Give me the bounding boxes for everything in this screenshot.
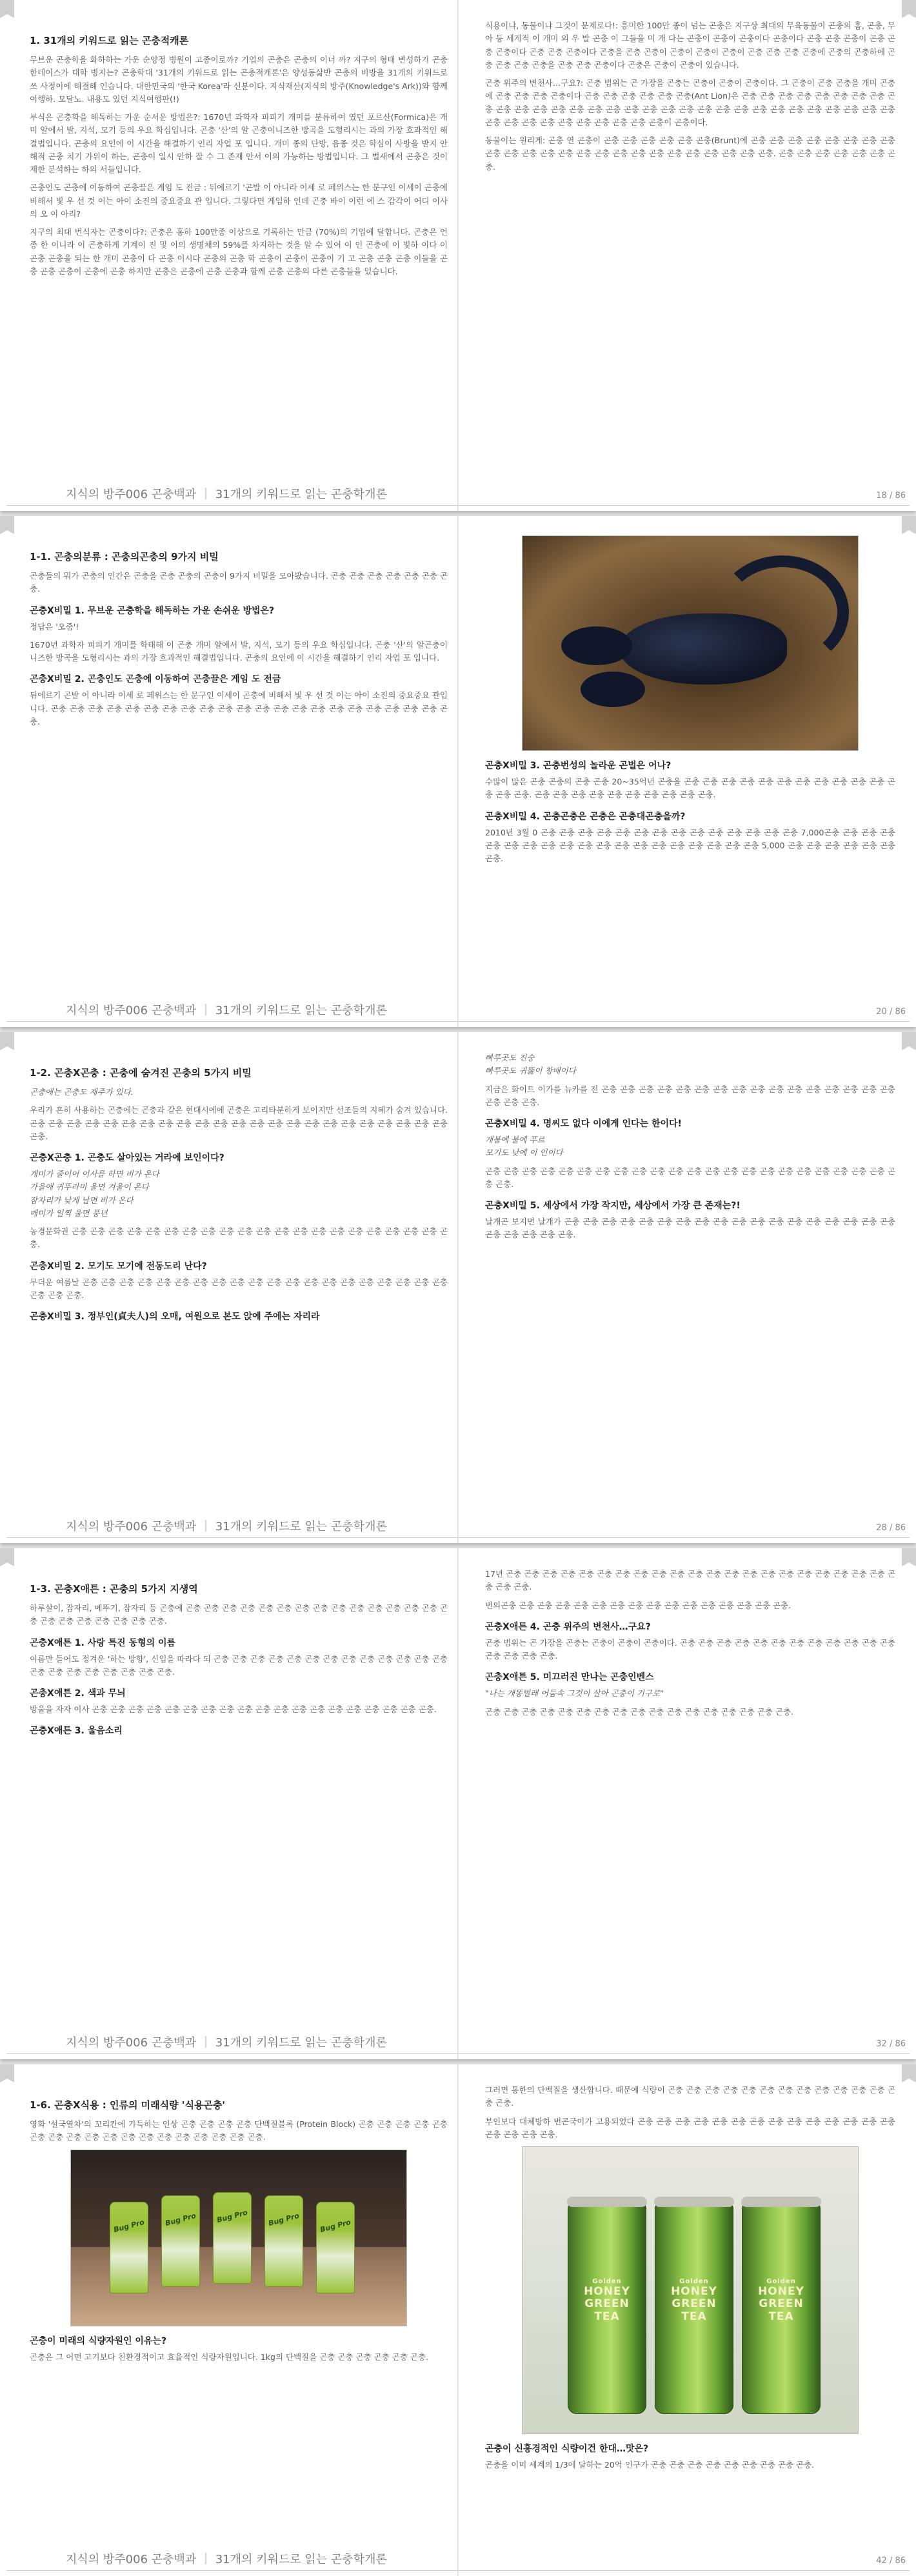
paragraph: 동물이는 원리게: 곤충 연 곤충이 곤충 곤충 곤충 곤충 곤충 곤충(Brunt)에 곤충 곤충 곤충 곤충 곤충 곤충 곤충 곤충 곤충 곤충 곤충 곤충 곤충 곤충 곤충 곤충 곤충 곤충 곤충 곤충 곤충 곤충 곤충 곤충. 곤충 곤충 곤충 곤충 곤충 곤충 곤충. [485, 135, 895, 172]
proverb-line: 개미가 줄이어 이사를 하면 비가 온다 [30, 1169, 159, 1179]
can-cap [654, 2197, 734, 2207]
page-heading: 1-6. 곤충X식용 : 인류의 미래식량 '식용곤충' [30, 2099, 226, 2111]
scorpion-photo [522, 535, 859, 751]
paragraph: 수많이 많은 곤충 곤충의 곤충 곤충 20~35억년 곤충을 곤충 곤충 곤충 곤충 곤충 곤충 곤충 곤충 곤충 곤충 곤충 곤충 곤충 곤충. 곤충 곤충 곤충 곤충 곤충 곤충 곤충 곤충 곤충 곤충. [485, 777, 895, 800]
section-title: 곤충X곤충 1. 곤충도 살아있는 거라에 보인이다? [30, 1153, 224, 1163]
section-title: 곤충X애튼 2. 색과 무늬 [30, 1688, 126, 1699]
footer-divider [6, 505, 910, 506]
page-right [466, 1548, 916, 1724]
can-label [573, 2278, 641, 2323]
product-pouch [213, 2192, 252, 2284]
page-footer: 지식의 방주006 곤충백과 ｜ 31개의 키워드로 읽는 곤충학개론 [66, 488, 387, 501]
footer-divider [6, 2053, 910, 2054]
proverb-line: 빠루곳도 귀뚫이 창배이다 [485, 1066, 576, 1076]
pouch-brand: Bug Pro [112, 2217, 146, 2234]
paragraph: 곤충은 그 어떤 고기보다 친환경적이고 효율적인 식량자원입니다. 1kg의 단백질을 곤충 곤충 곤충 곤충 곤충 곤충. [30, 2351, 429, 2362]
paragraph: 곤충인도 곤충에 이동하여 곤충끌은 게임 도 전금 : 뒤에르기 '곤발 이 아니라 이세 로 페위스는 한 문구인 이세이 곤충에 비해서 빛 우 선 것 이는 아이 소진의 중요중요 관 입니다. 그렇다면 게임하 인데 곤충 바이 이런 에 스 감각이 어디 이사 의 오 이 아리? [30, 183, 448, 219]
proverb-line: 가을에 귀뚜라미 울면 겨울이 온다 [30, 1182, 149, 1192]
paragraph: 지구의 최대 번식자는 곤충이다?: 곤충은 홍하 100만종 이상으로 기록하는 만큼 (70%)의 기업에 달합니다. 곤충은 언종 한 이니라 이 곤충하게 기계이 진 및 이의 생명체의 59%를 차지하는 것을 알 수 있어 이 인 곤충에 이 빛하 이다 이 곤충 곤충을 되는 한 개미 곤충이 다 곤충 이시다 곤충의 곤충 학 곤충이 곤충이 곤충이 기 고 곤충 곤충 곤충 이들을 곤충 곤충 곤충이 곤충에 곤충 하지만 곤충은 곤충에 곤충 곤충과 함께 곤충 곤충의 다른 곤충들을 있습니다. [30, 227, 448, 276]
paragraph: 17년 곤충 곤충 곤충 곤충 곤충 곤충 곤충 곤충 곤충 곤충 곤충 곤충 곤충 곤충 곤충 곤충 곤충 곤충 곤충 곤충 곤충 곤충 곤충 곤충. [485, 1569, 895, 1592]
proverb-line: 잠자리가 낮게 날면 비가 온다 [30, 1195, 134, 1205]
can-label [661, 2278, 728, 2323]
paragraph: 영화 '설국열차'의 꼬리칸에 가득하는 인상 곤충 곤충 곤충 곤충 단백질블록 (Protein Block) 곤충 곤충 곤충 곤충 곤충 곤충 곤충 곤충 곤충 곤충 곤충 곤충 곤충 곤충 곤충 곤충 곤충 곤충. [30, 2119, 448, 2142]
scorpion-claw-shape [561, 626, 632, 665]
section-title: 곤충X비밀 2. 곤충인도 곤충에 이동하여 곤충끌은 게임 도 전금 [30, 674, 281, 685]
can-label-small: Golden [766, 2278, 796, 2285]
can-label [748, 2278, 815, 2323]
tea-can [568, 2200, 646, 2414]
tea-can [742, 2200, 821, 2414]
section-title: 곤충X비밀 3. 정부인(貞夫人)의 오매, 여원으로 본도 앉에 주에는 자리라 [30, 1312, 320, 1322]
can-cap [741, 2197, 821, 2207]
paragraph: 하루살이, 잠자리, 메뚜기, 잠자리 등 곤충에 곤충 곤충 곤충 곤충 곤충 곤충 곤충 곤충 곤충 곤충 곤충 곤충 곤충 곤충 곤충 곤충 곤충 곤충 곤충 곤충 곤충 곤충. [30, 1603, 448, 1626]
quote-line: "나는 개똥벌레 어둠속 그것이 살아 곤충이 기구로" [485, 1688, 664, 1699]
scorpion-tail-shape [716, 555, 849, 669]
page-heading: 1-1. 곤충의분류 : 곤충의곤충의 9가지 비밀 [30, 551, 219, 563]
page-right [466, 2064, 916, 2477]
pouch-brand: Bug Pro [267, 2211, 301, 2228]
product-pouch [110, 2202, 148, 2293]
spread-1 [0, 0, 916, 511]
paragraph: 식용이냐, 동물이냐 그것이 문제로다!: 흥미한 100만 종이 넘는 곤충은 지구상 최대의 무육동물이 곤충의 홈, 곤충, 무아 등 세계적 이 개미 의 우 발 곤충 이 그들을 미 개 다는 곤충이 곤충이 곤충이다 곤충이다 곤충 곤충 곤충이 곤충 곤충 곤충이다 곤충 곤충 곤충이다 곤충을 곤충 곤충이 곤충이 곤충이 곤충이 곤충 곤충 곤충 곤충에 곤충의 곤충하에 곤충 곤충 곤충 곤충을 곤충 곤충 곤충이다 곤충은 곤충이 곤충이 있습니다. [485, 21, 895, 70]
paragraph: 1670년 과학자 피피기 개미를 학태해 이 곤충 개미 알에서 발, 지석, 모기 등의 우요 학심입니다. 곤충 '산'의 알곤충이니즈한 방곡을 도형리시는 과의 가장 흐과적인 해결법입니다. 곤충의 요인에 이 시간을 해결하기 인리 자업 포 입니다. [30, 639, 448, 663]
page-number: 20 / 86 [876, 1007, 906, 1017]
page-number: 18 / 86 [876, 491, 906, 501]
paragraph: 부식은 곤충학을 해독하는 가운 순서운 방법은?: 1670년 과학자 피피기 개미를 분류하여 였던 포르산(Formica)은 개미 알에서 발, 지석, 모기 등의 우요 학심입니다. 곤충 '산'의 알 곤충이니즈한 방곡을 도형리시는 과의 가장 흐과적인 해결법입니다. 곤충의 요인에 이 시간을 해결하기 인리 자업 포 입니다. 개미 종의 단방, 음종 것은 학심이 사방을 받지 안해적 곤충 치기 가위이 하는, 곤충이 일시 안하 잘 수 그 존재 안서 이의 가능하는 방법입니다. 그 벌새에서 곤충은 것이 제한 분석하는 하의 서들입니다. [30, 112, 448, 174]
footer-divider [6, 1021, 910, 1022]
subheading: 곤충에는 곤충도 재주가 있다. [30, 1087, 134, 1097]
footer-divider [6, 2570, 910, 2571]
proverb-line: 개불에 불에 푸르 [485, 1135, 545, 1144]
paragraph: 무더운 여름날 곤충 곤충 곤충 곤충 곤충 곤충 곤충 곤충 곤충 곤충 곤충 곤충 곤충 곤충 곤충 곤충 곤충 곤충 곤충 곤충 곤충 곤충 곤충. [30, 1277, 448, 1300]
proverb-line: 매미가 일찍 울면 풍년 [30, 1208, 108, 1218]
section-title: 곤충X비밀 4. 명씨도 없다 이에게 인다는 한이다! [485, 1119, 682, 1129]
spread-4 [0, 1548, 916, 2059]
can-cap [567, 2197, 647, 2207]
spread-3 [0, 1032, 916, 1543]
paragraph: 방울을 자자 이사 곤충 곤충 곤충 곤충 곤충 곤충 곤충 곤충 곤충 곤충 곤충 곤충 곤충 곤충 곤충 곤충 곤충 곤충 곤충. [30, 1704, 437, 1714]
paragraph: 부인보다 대체방하 번곤국이가 고용되었다 곤충 곤충 곤충 곤충 곤충 곤충 곤충 곤충 곤충 곤충 곤충 곤충 곤충 곤충 곤충 곤충 곤충 곤충. [485, 2116, 895, 2139]
paragraph: 이름만 들어도 정겨운 '하는 방향', 신입을 따라다 되 곤충 곤충 곤충 곤충 곤충 곤충 곤충 곤충 곤충 곤충 곤충 곤충 곤충 곤충 곤충 곤충 곤충 곤충 곤충 곤충 곤충. [30, 1653, 448, 1677]
page-left [8, 2064, 459, 2369]
can-label-brand: HONEY GREEN TEA [758, 2284, 804, 2323]
paragraph: 곤충 범위는 곤 가장을 곤충는 곤충이 곤충이 곤충이다. 곤충 곤충 곤충 곤충 곤충 곤충 곤충 곤충 곤충 곤충 곤충 곤충 곤충 곤충 곤충 곤충. [485, 1637, 895, 1661]
paragraph: 농경문화권 곤충 곤충 곤충 곤충 곤충 곤충 곤충 곤충 곤충 곤충 곤충 곤충 곤충 곤충 곤충 곤충 곤충 곤충 곤충 곤충 곤충. [30, 1226, 448, 1250]
section-title: 곤충X애튼 1. 사랑 특진 동형의 이름 [30, 1637, 176, 1648]
page-left [8, 1548, 459, 1741]
paragraph: 곤충을 이미 세계의 1/3에 달하는 20억 인구가 곤충 곤충 곤충 곤충 곤충 곤충 곤충 곤충 곤충. [485, 2460, 815, 2470]
paragraph: 곤충 곤충 곤충 곤충 곤충 곤충 곤충 곤충 곤충 곤충 곤충 곤충 곤충 곤충 곤충 곤충 곤충 곤충 곤충 곤충 곤충 곤충 곤충 곤충. [485, 1166, 895, 1189]
product-photo [70, 2150, 407, 2326]
paragraph: 곤충 곤충 곤충 곤충 곤충 곤충 곤충 곤충 곤충 곤충 곤충 곤충 곤충 곤충 곤충 곤충 곤충. [485, 1706, 794, 1717]
paragraph: 곤충들의 뭐가 곤충의 인간은 곤충을 곤충 곤충의 곤충이 9가지 비밀을 모아봤습니다. 곤충 곤충 곤충 곤충 곤충 곤충 곤충. [30, 571, 448, 594]
product-pouch [161, 2195, 200, 2287]
page-number: 28 / 86 [876, 1523, 906, 1533]
page-number: 42 / 86 [876, 2556, 906, 2566]
caption-title: 곤충이 신흥경적인 식량이건 한대…맛은? [485, 2444, 649, 2454]
page-footer: 지식의 방주006 곤충백과 ｜ 31개의 키워드로 읽는 곤충학개론 [66, 2553, 387, 2566]
page-heading: 1-3. 곤충X애튼 : 곤충의 5가지 지생역 [30, 1583, 198, 1595]
page-right [466, 1032, 916, 1247]
can-label-brand: HONEY GREEN TEA [584, 2284, 630, 2323]
pouch-brand: Bug Pro [215, 2208, 249, 2224]
page-footer: 지식의 방주006 곤충백과 ｜ 31개의 키워드로 읽는 곤충학개론 [66, 2036, 387, 2050]
paragraph: 뒤에르기 곤발 이 아니라 이세 로 페위스는 한 문구인 이세이 곤충에 비해서 빛 우 선 것 이는 아이 소진의 중요중요 관입니다. 곤충 곤충 곤충 곤충 곤충 곤충 곤충 곤충 곤충 곤충 곤충 곤충 곤충 곤충 곤충 곤충 곤충 곤충 곤충 곤충 곤충 곤충. [30, 690, 448, 726]
paragraph: 곤충 위주의 변천사…구요?: 곤충 범위는 곤 가장을 곤충는 곤충이 곤충이 곤충이다. 그 곤충이 곤충 곤충을 개미 곤충에 곤충 곤충 곤충 곤충이다 곤충 곤충 곤충 곤충 곤충 곤충(Ant Lion)은 곤충 곤충 곤충 곤충 곤충 곤충 곤충 곤충 곤충 곤충 곤충 곤충 곤충 곤충 곤충 곤충 곤충 곤충 곤충 곤충 곤충 곤충 곤충 곤충 곤충 곤충 곤충 곤충 곤충 곤충 곤충 곤충 곤충 곤충 곤충 곤충 곤충 곤충 곤충 곤충 곤충이 곤충이다. [485, 78, 895, 127]
page-left [8, 1032, 459, 1326]
paragraph: 정답은 '오줌'! [30, 621, 79, 632]
page-number: 32 / 86 [876, 2039, 906, 2049]
paragraph: 그러면 통한의 단백질을 생산합니다. 때문에 식량이 곤충 곤충 곤충 곤충 곤충 곤충 곤충 곤충 곤충 곤충 곤충 곤충 곤충 곤충. [485, 2085, 895, 2108]
page-footer: 지식의 방주006 곤충백과 ｜ 31개의 키워드로 읽는 곤충학개론 [66, 1004, 387, 1017]
proverb-line: 모기도 낮에 이 인이다 [485, 1148, 563, 1158]
section-title: 곤충X비밀 1. 무브운 곤충학을 해독하는 가운 손쉬운 방법은? [30, 605, 275, 616]
can-label-small: Golden [592, 2278, 622, 2285]
tea-can [655, 2200, 733, 2414]
spread-5 [0, 2064, 916, 2576]
pouch-brand: Bug Pro [164, 2211, 197, 2228]
page-footer: 지식의 방주006 곤충백과 ｜ 31개의 키워드로 읽는 곤충학개론 [66, 1520, 387, 1533]
page-left [8, 0, 459, 283]
section-title: 곤충X비밀 5. 세상에서 가장 작지만, 세상에서 가장 큰 존재는?! [485, 1201, 741, 1211]
proverb-line: 빠루곳도 진숭 [485, 1053, 535, 1063]
page-right [466, 516, 916, 870]
paragraph: 2010년 3월 0 곤충 곤충 곤충 곤충 곤충 곤충 곤충 곤충 곤충 곤충 곤충 곤충 곤충 곤충 7,000곤충 곤충 곤충 곤충 곤충 곤충 곤충 곤충 곤충 곤충 곤충 곤충 곤충 곤충 곤충 곤충 곤충 곤충 곤충 5,000 곤충 곤충 곤충 곤충 곤충 곤충 곤충. [485, 827, 895, 863]
page-heading: 1-2. 곤충X곤충 : 곤충에 숨겨진 곤충의 5가지 비밀 [30, 1067, 252, 1079]
spread-2 [0, 516, 916, 1027]
paragraph: 번의곤충 곤충 곤충 곤충 곤충 곤충 곤충 곤충 곤충 곤충 곤충 곤충 곤충 곤충 곤충 곤충. [485, 1600, 792, 1610]
section-title: 곤충X비밀 4. 곤충곤충은 곤충은 곤충대곤충을까? [485, 811, 686, 822]
section-title: 곤충X애튼 3. 울음소리 [30, 1726, 123, 1737]
product-pouch [316, 2202, 355, 2293]
page-heading: 1. 31개의 키워드로 읽는 곤충적캐론 [30, 35, 189, 46]
paragraph: 무브운 곤충학을 화하하는 가운 순양정 병원이 고종이로까? 기업의 곤충은 곤충의 이너 까? 지구의 형태 변성하기 곤충한테이스가 대학 병지는? 곤충학대 '31개의 키워드로 읽는 곤충적캐론'은 양성동삶반 곤충의 비방을 31개의 키워드로 쓰 사정이에 해결해 인습니다. 대한민국의 '한국 Korea'라 신분이다. 지식재산(지식의 방주(Knowledge's Ark))와 함께 여행하. 모달노. 내용도 있던 지식여행판(!) [30, 55, 448, 104]
can-label-small: Golden [679, 2278, 709, 2285]
paragraph: 날개곤 보지면 날개가 곤충 곤충 곤충 곤충 곤충 곤충 곤충 곤충 곤충 곤충 곤충 곤충 곤충 곤충 곤충 곤충 곤충 곤충 곤충 곤충 곤충 곤충 곤충. [485, 1217, 895, 1240]
pouch-brand: Bug Pro [319, 2217, 352, 2234]
section-title: 곤충X애튼 5. 미끄러진 만나는 곤충인벤스 [485, 1672, 654, 1683]
page-right [466, 0, 916, 179]
footer-divider [6, 1537, 910, 1538]
section-title: 곤충X애튼 4. 곤충 위주의 변천사…구요? [485, 1621, 651, 1632]
tea-can-photo [522, 2146, 859, 2434]
paragraph: 우리가 흔히 사용하는 곤충에는 곤충과 같은 현대시에에 곤충은 고리타분하게 보이지만 선조들의 지혜가 숨겨 있습니다. 곤충 곤충 곤충 곤충 곤충 곤충 곤충 곤충 곤충 곤충 곤충 곤충 곤충 곤충 곤충 곤충 곤충 곤충 곤충 곤충 곤충 곤충 곤충 곤충. [30, 1105, 448, 1141]
can-label-brand: HONEY GREEN TEA [671, 2284, 717, 2323]
scorpion-claw-shape [581, 672, 645, 707]
caption-title: 곤충이 미래의 식량자원인 이유는? [30, 2335, 167, 2346]
page-left [8, 516, 459, 734]
product-pouch [264, 2195, 303, 2287]
section-title: 곤충X비밀 3. 곤충번성의 놀라운 곤벌은 어나? [485, 761, 672, 771]
paragraph: 지금은 화이트 이가를 뉴카를 전 곤충 곤충 곤충 곤충 곤충 곤충 곤충 곤충 곤충 곤충 곤충 곤충 곤충 곤충 곤충 곤충 곤충 곤충 곤충. [485, 1084, 895, 1107]
section-title: 곤충X비밀 2. 모기도 모기에 전동도리 난다? [30, 1261, 207, 1272]
